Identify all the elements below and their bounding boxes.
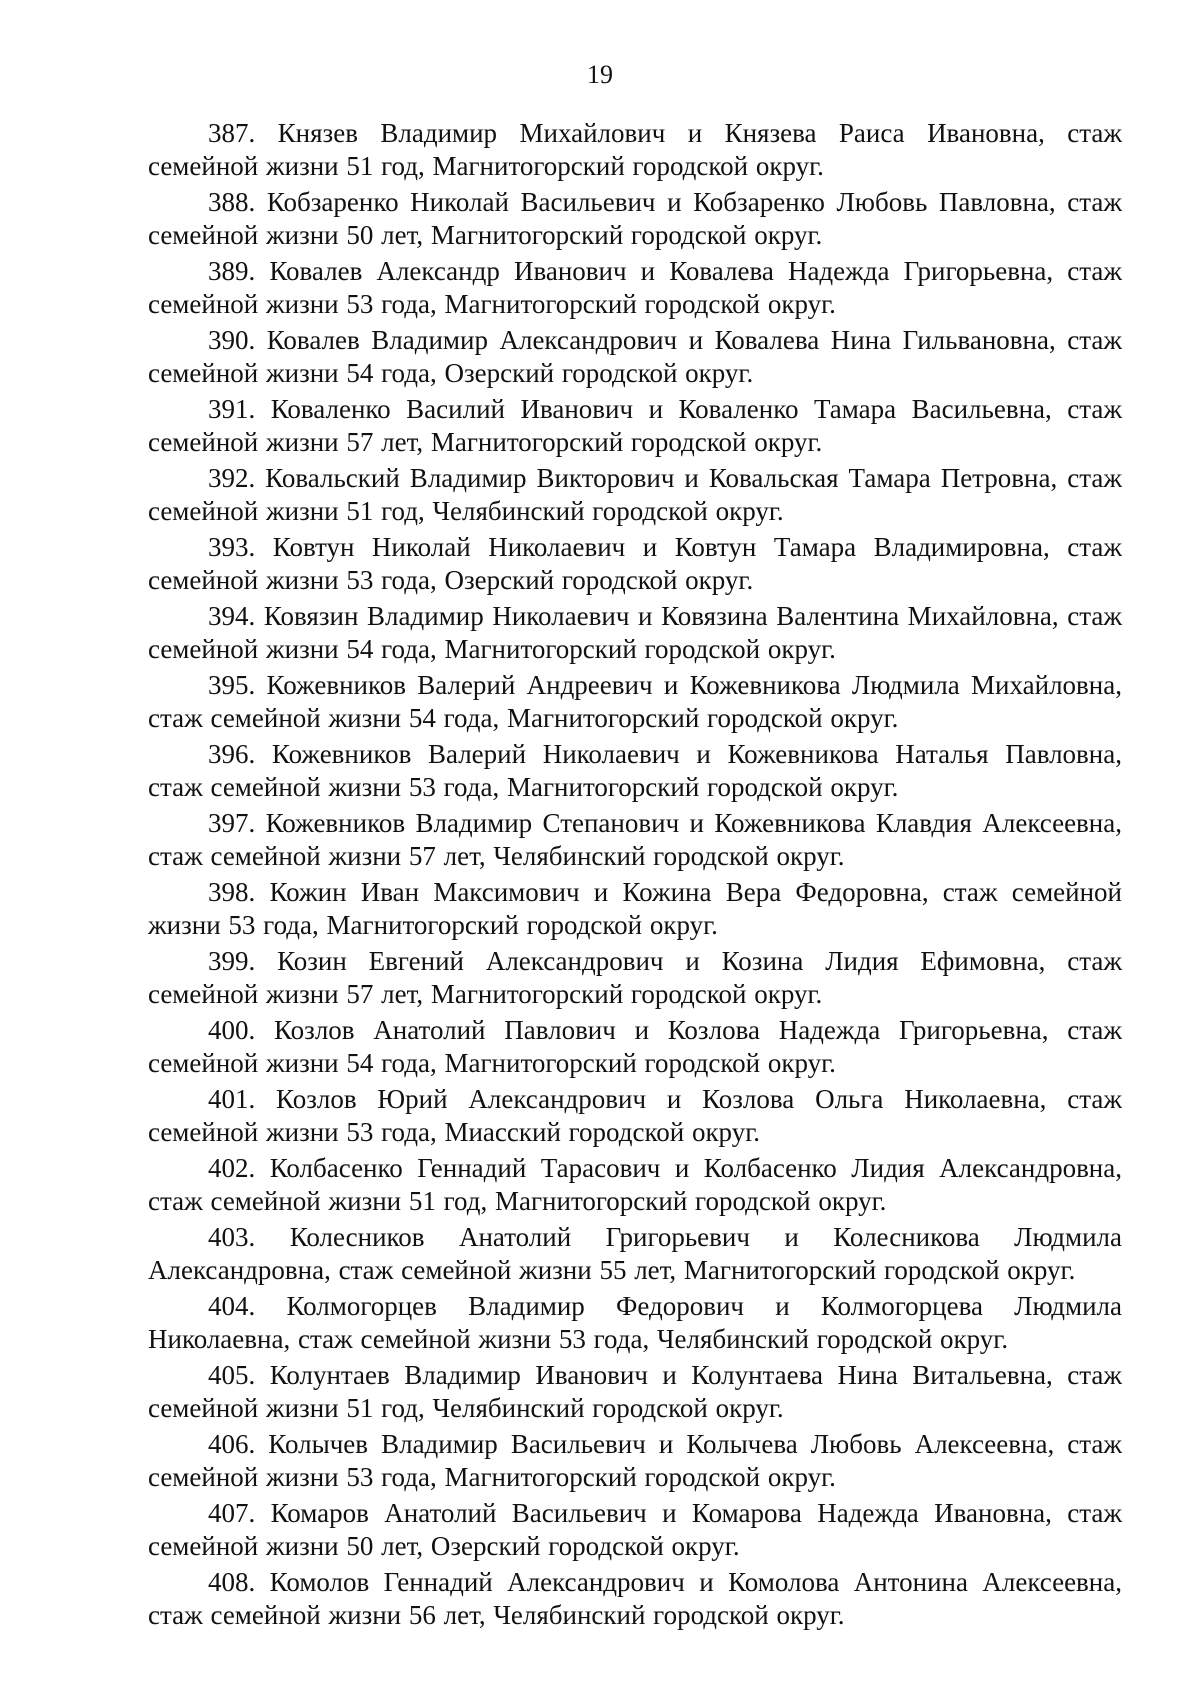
list-item: 398. Кожин Иван Максимович и Кожина Вера Федоровна, стаж семейной жизни 53 года, Магнитогорский городской округ.	[148, 877, 1122, 940]
list-item: 404. Колмогорцев Владимир Федорович и Колмогорцева Людмила Николаевна, стаж семейной жизни 53 года, Челябинский городской округ.	[148, 1291, 1122, 1354]
list-item: 407. Комаров Анатолий Васильевич и Комарова Надежда Ивановна, стаж семейной жизни 50 лет, Озерский городской округ.	[148, 1498, 1122, 1561]
list-item: 394. Ковязин Владимир Николаевич и Ковязина Валентина Михайловна, стаж семейной жизни 54 года, Магнитогорский городской округ.	[148, 601, 1122, 664]
list-item: 400. Козлов Анатолий Павлович и Козлова Надежда Григорьевна, стаж семейной жизни 54 года, Магнитогорский городской округ.	[148, 1015, 1122, 1078]
list-item: 392. Ковальский Владимир Викторович и Ковальская Тамара Петровна, стаж семейной жизни 51 год, Челябинский городской округ.	[148, 463, 1122, 526]
list-item: 395. Кожевников Валерий Андреевич и Кожевникова Людмила Михайловна, стаж семейной жизни 54 года, Магнитогорский городской округ.	[148, 670, 1122, 733]
list-item: 390. Ковалев Владимир Александрович и Ковалева Нина Гильвановна, стаж семейной жизни 54 года, Озерский городской округ.	[148, 325, 1122, 388]
list-item: 388. Кобзаренко Николай Васильевич и Кобзаренко Любовь Павловна, стаж семейной жизни 50 лет, Магнитогорский городской округ.	[148, 187, 1122, 250]
list-item: 396. Кожевников Валерий Николаевич и Кожевникова Наталья Павловна, стаж семейной жизни 53 года, Магнитогорский городской округ.	[148, 739, 1122, 802]
page-number: 19	[587, 60, 613, 89]
entry-list	[148, 117, 1122, 1635]
list-item: 387. Князев Владимир Михайлович и Князева Раиса Ивановна, стаж семейной жизни 51 год, Магнитогорский городской округ.	[148, 118, 1122, 181]
list-item: 399. Козин Евгений Александрович и Козина Лидия Ефимовна, стаж семейной жизни 57 лет, Магнитогорский городской округ.	[148, 946, 1122, 1009]
list-item: 391. Коваленко Василий Иванович и Коваленко Тамара Васильевна, стаж семейной жизни 57 лет, Магнитогорский городской округ.	[148, 394, 1122, 457]
list-item: 403. Колесников Анатолий Григорьевич и Колесникова Людмила Александровна, стаж семейной жизни 55 лет, Магнитогорский городской округ.	[148, 1222, 1122, 1285]
list-item: 408. Комолов Геннадий Александрович и Комолова Антонина Алексеевна, стаж семейной жизни 56 лет, Челябинский городской округ.	[148, 1567, 1122, 1630]
list-item: 406. Колычев Владимир Васильевич и Колычева Любовь Алексеевна, стаж семейной жизни 53 года, Магнитогорский городской округ.	[148, 1429, 1122, 1492]
list-item: 402. Колбасенко Геннадий Тарасович и Колбасенко Лидия Александровна, стаж семейной жизни 51 год, Магнитогорский городской округ.	[148, 1153, 1122, 1216]
list-item: 393. Ковтун Николай Николаевич и Ковтун Тамара Владимировна, стаж семейной жизни 53 года, Озерский городской округ.	[148, 532, 1122, 595]
list-item: 389. Ковалев Александр Иванович и Ковалева Надежда Григорьевна, стаж семейной жизни 53 года, Магнитогорский городской округ.	[148, 256, 1122, 319]
list-item: 401. Козлов Юрий Александрович и Козлова Ольга Николаевна, стаж семейной жизни 53 года, Миасский городской округ.	[148, 1084, 1122, 1147]
list-item: 405. Колунтаев Владимир Иванович и Колунтаева Нина Витальевна, стаж семейной жизни 51 год, Челябинский городской округ.	[148, 1360, 1122, 1423]
list-item: 397. Кожевников Владимир Степанович и Кожевникова Клавдия Алексеевна, стаж семейной жизни 57 лет, Челябинский городской округ.	[148, 808, 1122, 871]
